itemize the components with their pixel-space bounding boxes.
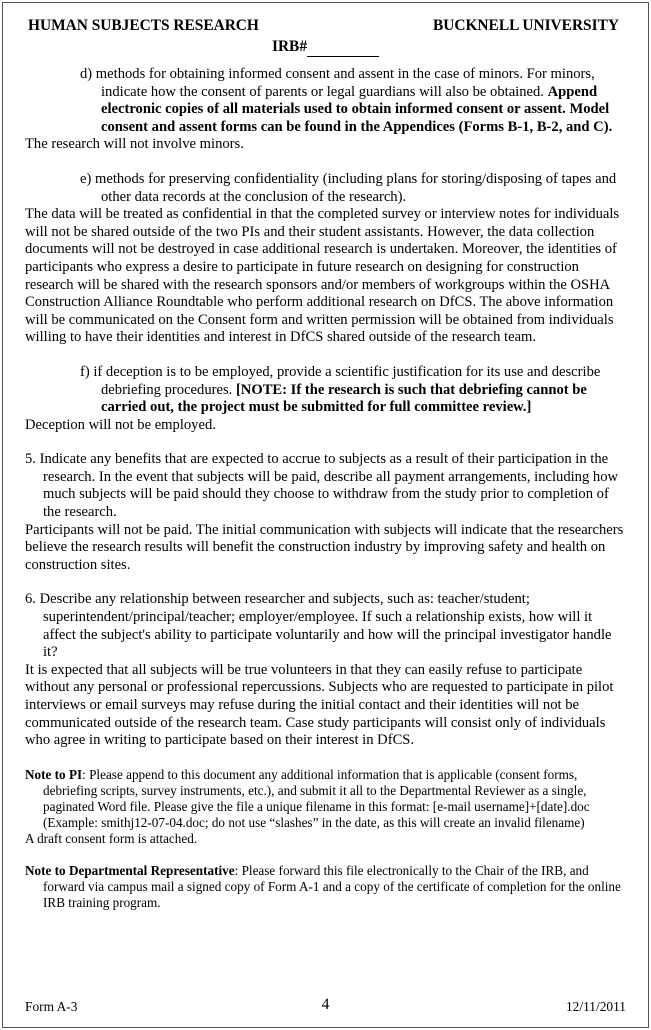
item-6-answer: It is expected that all subjects will be true volunteers in that they can easily refuse to participate without any personal or professional repercussions. Subjects who are requested to participate in pilot interviews or email surveys may refuse during the initial contact and their identities will not be communicated outside of the research team. Case study participants will consist only of individuals who agree in writing to participate based on their interest in DfCS. [25,661,614,749]
note-to-departmental-rep-label: Note to Departmental Representative [25,862,235,878]
section-d-text: d) methods for obtaining informed consent and assent in the case of minors. For minors, indicate how the consent of parents or legal guardians will also be obtained. [80,66,595,100]
item-5-answer: Participants will not be paid. The initial communication with subjects will indicate that the researchers believe the research results will benefit the construction industry by improving safety and health on construction sites. [25,521,624,573]
section-e-answer: The data will be treated as confidential in that the completed survey or interview notes for individuals will not be shared outside of the two PIs and their student assistants. However, the data collection documents will not be destroyed in case additional research is undertaken. Moreover, the identities of participants who express a desire to participate in future research on designing for construction research will be shared with the research sponsors and/or members of workgroups within the OSHA Construction Alliance Roundtable who perform additional research on DfCS. The above information will be communicated on the Consent form and written permission will be obtained from individuals willing to have their identities and interest in DfCS shared outside of the research team. [25,206,620,346]
note-to-pi [25,767,625,831]
section-d-bold-text: Append electronic copies of all materials used to obtain informed consent or assent. Model consent and assent forms can be found in the Appendices (Forms B-1, B-2, and C). [101,83,613,135]
note-to-pi-answer: A draft consent form is attached. [25,830,198,846]
irb-label: IRB# [271,38,308,55]
note-to-departmental-rep-text: : Please forward this file electronically to the Chair of the IRB, and forward via campus mail a signed copy of Form A-1 and a copy of the certificate of completion for the online IRB training program. [43,862,621,910]
item-6-prompt: 6. Describe any relationship between researcher and subjects, such as: teacher/student; superintendent/principal/teacher; employer/employee. If such a relationship exists, how will it affect the subject's ability to participate voluntarily and how will the principal investigator handle it? [25,591,612,661]
irb-number-field[interactable] [307,40,379,57]
header-university: BUCKNELL UNIVERSITY [432,17,619,34]
footer-form-id: Form A-3 [25,999,78,1014]
note-to-pi-text: : Please append to this document any additional information that is applicable (consent forms, debriefing scripts, survey instruments, etc.), and submit it all to the Departmental Reviewer as a single, paginated Word file. Please give the file a unique filename in this format: [e-mail username]+[date].doc (Example: smithj12-07-04.doc; do not use “slashes” in the date, as this will create an invalid filename) [43,766,590,830]
page-number: 4 [321,996,330,1013]
section-e-prompt: e) methods for preserving confidentiality (including plans for storing/disposing of tapes and other data records at the conclusion of the research). [80,170,617,205]
section-f-bold-text: [NOTE: If the research is such that debriefing cannot be carried out, the project must be submitted for full committee review.] [101,381,587,416]
document-body [25,66,625,911]
section-f-answer: Deception will not be employed. [25,416,216,433]
section-f-prompt [80,364,625,417]
note-to-departmental-rep [25,863,625,911]
header-title: HUMAN SUBJECTS RESEARCH [28,17,259,34]
section-f-text: f) if deception is to be employed, provide a scientific justification for its use and describe debriefing procedures. [80,363,601,398]
irb-number-line [0,37,651,57]
note-to-pi-label: Note to PI [25,766,83,782]
item-5-prompt: 5. Indicate any benefits that are expected to accrue to subjects as a result of their participation in the research. In the event that subjects will be paid, describe all payment arrangements, including how much subjects will be paid should they choose to withdraw from the study prior to completion of the research. [25,451,619,521]
footer-date: 12/11/2011 [565,999,626,1014]
section-d-prompt [80,66,625,136]
section-d-answer: The research will not involve minors. [25,136,244,153]
